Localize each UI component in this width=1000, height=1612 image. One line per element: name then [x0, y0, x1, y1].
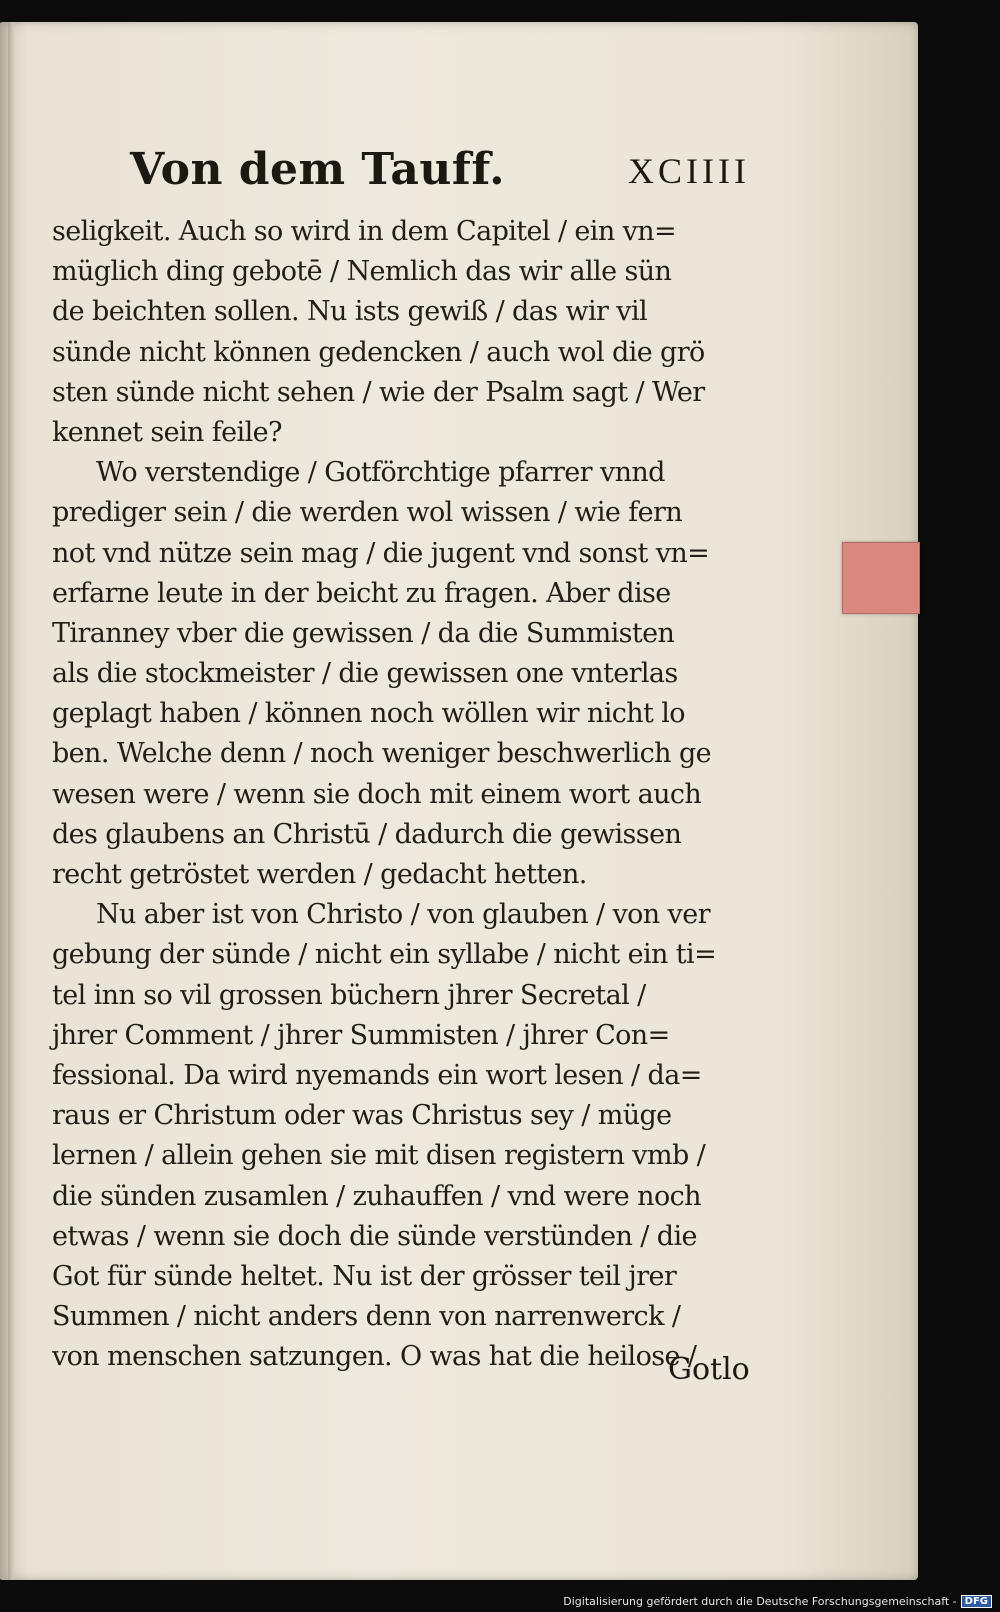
digitization-credit-footer [563, 1595, 992, 1608]
text-line: Got für sünde heltet. Nu ist der grösser teil jrer [52, 1260, 677, 1292]
page-header [130, 144, 750, 214]
text-line: lernen / allein gehen sie mit disen registern vmb / [52, 1140, 706, 1172]
text-line: geplagt haben / können noch wöllen wir nicht lo [52, 698, 685, 730]
text-line: wesen were / wenn sie doch mit einem wort auch [52, 778, 702, 810]
red-paper-tab-marker [842, 542, 920, 614]
text-line: müglich ding gebotē / Nemlich das wir alle sün [52, 256, 672, 288]
text-line: Summen / nicht anders denn von narrenwerck / [52, 1301, 681, 1333]
text-line: die sünden zusamlen / zuhauffen / vnd were noch [52, 1180, 701, 1212]
folio-number: XCIIII [628, 151, 750, 191]
text-line: fessional. Da wird nyemands ein wort lesen / da= [52, 1059, 702, 1091]
text-line: seligkeit. Auch so wird in dem Capitel / ein vn= [52, 216, 677, 247]
text-line: jhrer Comment / jhrer Summisten / jhrer Con= [52, 1019, 670, 1051]
text-line: not vnd nütze sein mag / die jugent vnd sonst vn= [52, 537, 710, 569]
paragraph-start-line: Nu aber ist von Christo / von glauben / von ver [96, 899, 710, 931]
text-line: als die stockmeister / die gewissen one vnterlas [52, 658, 678, 690]
text-line: raus er Christum oder was Christus sey / müge [52, 1100, 672, 1132]
text-line: von menschen satzungen. O was hat die heilose / [52, 1341, 697, 1373]
running-title: Von dem Tauff. [130, 144, 506, 195]
text-line: gebung der sünde / nicht ein syllabe / nicht ein ti= [52, 939, 717, 971]
page-gutter-edge [8, 22, 14, 1580]
text-line: de beichten sollen. Nu ists gewiß / das wir vil [52, 296, 648, 328]
text-line: sten sünde nicht sehen / wie der Psalm sagt / Wer [52, 376, 705, 408]
text-line: Tiranney vber die gewissen / da die Summisten [52, 617, 675, 649]
catchword: Gotlo [668, 1352, 750, 1387]
text-line: tel inn so vil grossen büchern jhrer Secretal / [52, 979, 646, 1011]
text-line: ben. Welche denn / noch weniger beschwerlich ge [52, 738, 712, 770]
text-line: sünde nicht können gedencken / auch wol die grö [52, 336, 705, 368]
text-line: recht getröstet werden / gedacht hetten. [52, 859, 587, 890]
book-page [0, 22, 918, 1580]
text-line: prediger sein / die werden wol wissen / wie fern [52, 497, 683, 529]
dfg-logo: DFG [961, 1595, 992, 1608]
credit-text: Digitalisierung gefördert durch die Deutsche Forschungsgemeinschaft - [563, 1595, 957, 1608]
text-line: erfarne leute in der beicht zu fragen. Aber dise [52, 577, 671, 609]
text-line: des glaubens an Christū / dadurch die gewissen [52, 818, 682, 850]
body-text-block [52, 212, 762, 1377]
text-line: kennet sein feile? [52, 416, 282, 448]
text-line: etwas / wenn sie doch die sünde verstünden / die [52, 1220, 697, 1252]
paragraph-start-line: Wo verstendige / Gotförchtige pfarrer vnnd [96, 457, 665, 489]
